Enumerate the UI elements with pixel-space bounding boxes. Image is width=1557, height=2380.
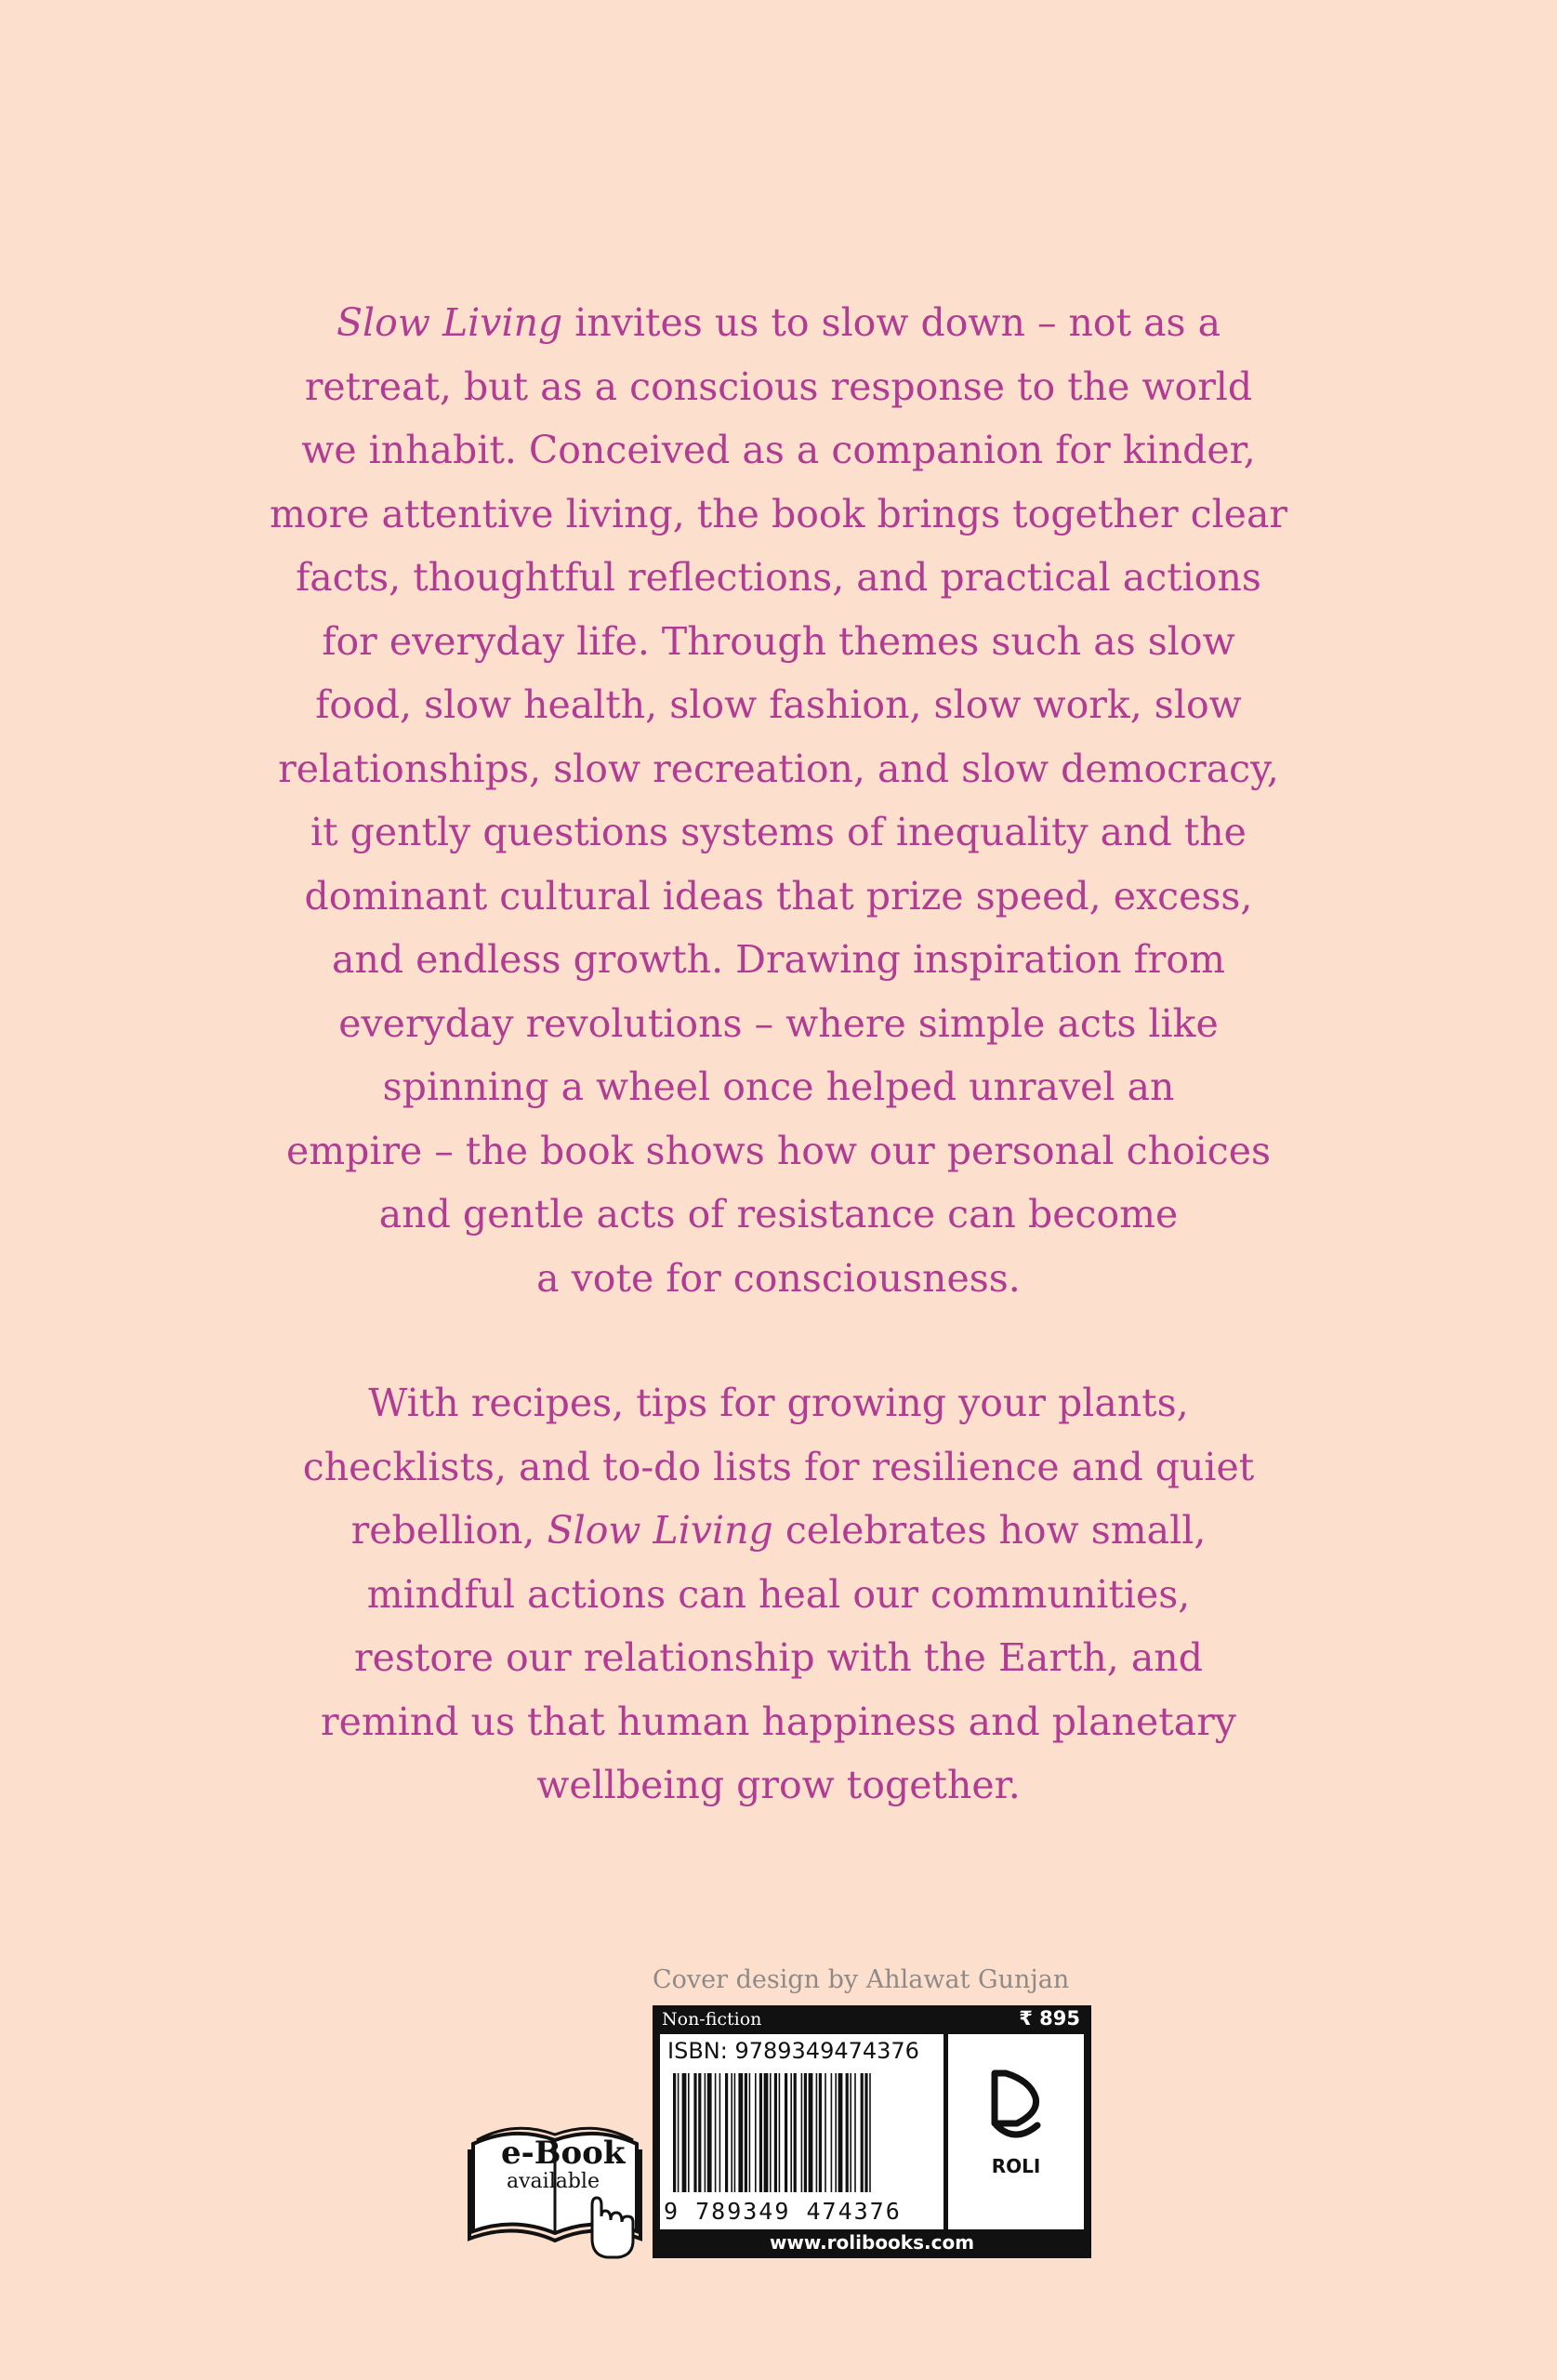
blurb-line: more attentive living, the book brings together clear: [270, 491, 1287, 536]
blurb-line: mindful actions can heal our communities,: [366, 1571, 1191, 1617]
blurb-line: empire – the book shows how our personal choices: [285, 1128, 1272, 1173]
blurb-line: for everyday life. Through themes such as slow: [322, 618, 1235, 664]
publisher-name: ROLI: [991, 2155, 1041, 2177]
publisher-url: www.rolibooks.com: [769, 2231, 975, 2254]
blurb-line: wellbeing grow together.: [536, 1763, 1021, 1807]
blurb-paragraph-1: [223, 291, 1334, 1310]
blurb-line: relationships, slow recreation, and slow democracy,: [278, 746, 1279, 791]
ebook-title: e-Book: [501, 2135, 626, 2172]
blurb-line: it gently questions systems of inequality and the: [310, 810, 1247, 854]
barcode-header: [653, 2005, 1091, 2032]
blurb-line: retreat, but as a conscious response to the world: [304, 364, 1253, 409]
roli-logo-icon: [987, 2068, 1045, 2148]
blurb-line: facts, thoughtful reflections, and practical actions: [296, 555, 1261, 600]
isbn-label: ISBN: 9789349474376: [667, 2038, 919, 2064]
blurb-line: Slow Living invites us to slow down – not as a: [336, 300, 1221, 345]
blurb-paragraph-2: [223, 1371, 1334, 1818]
price-label: ₹ 895: [1019, 2007, 1080, 2030]
barcode-bars: [671, 2073, 931, 2192]
barcode-panel: [660, 2034, 943, 2229]
barcode-digits: 9 789349 474376: [664, 2198, 902, 2225]
ebook-available-badge: [468, 2116, 642, 2260]
blurb-line: a vote for consciousness.: [536, 1255, 1021, 1301]
cover-design-credit: Cover design by Ahlawat Gunjan: [653, 1965, 1070, 1994]
blurb-line: and gentle acts of resistance can become: [378, 1192, 1179, 1236]
blurb-line: dominant cultural ideas that prize speed, excess,: [304, 873, 1253, 919]
ebook-subtitle: available: [507, 2170, 600, 2193]
blurb-line: spinning a wheel once helped unravel an: [382, 1064, 1175, 1109]
barcode-box: [653, 2005, 1091, 2258]
book-title-italic: Slow Living: [336, 300, 563, 345]
blurb-line: remind us that human happiness and planetary: [321, 1699, 1236, 1744]
blurb-line: restore our relationship with the Earth, and: [354, 1635, 1203, 1680]
genre-label: Non-fiction: [662, 2009, 762, 2030]
blurb-line: With recipes, tips for growing your plants,: [368, 1381, 1189, 1425]
blurb-line: rebellion, Slow Living celebrates how small,: [350, 1508, 1207, 1553]
publisher-logo-panel: [948, 2034, 1084, 2229]
blurb-line: and endless growth. Drawing inspiration from: [332, 937, 1225, 982]
blurb-line: food, slow health, slow fashion, slow work, slow: [315, 682, 1242, 727]
blurb-line: we inhabit. Conceived as a companion for kinder,: [301, 428, 1256, 472]
book-title-italic: Slow Living: [547, 1508, 773, 1553]
blurb-line: everyday revolutions – where simple acts like: [338, 1000, 1219, 1046]
blurb-line: checklists, and to-do lists for resilience and quiet: [302, 1444, 1255, 1489]
